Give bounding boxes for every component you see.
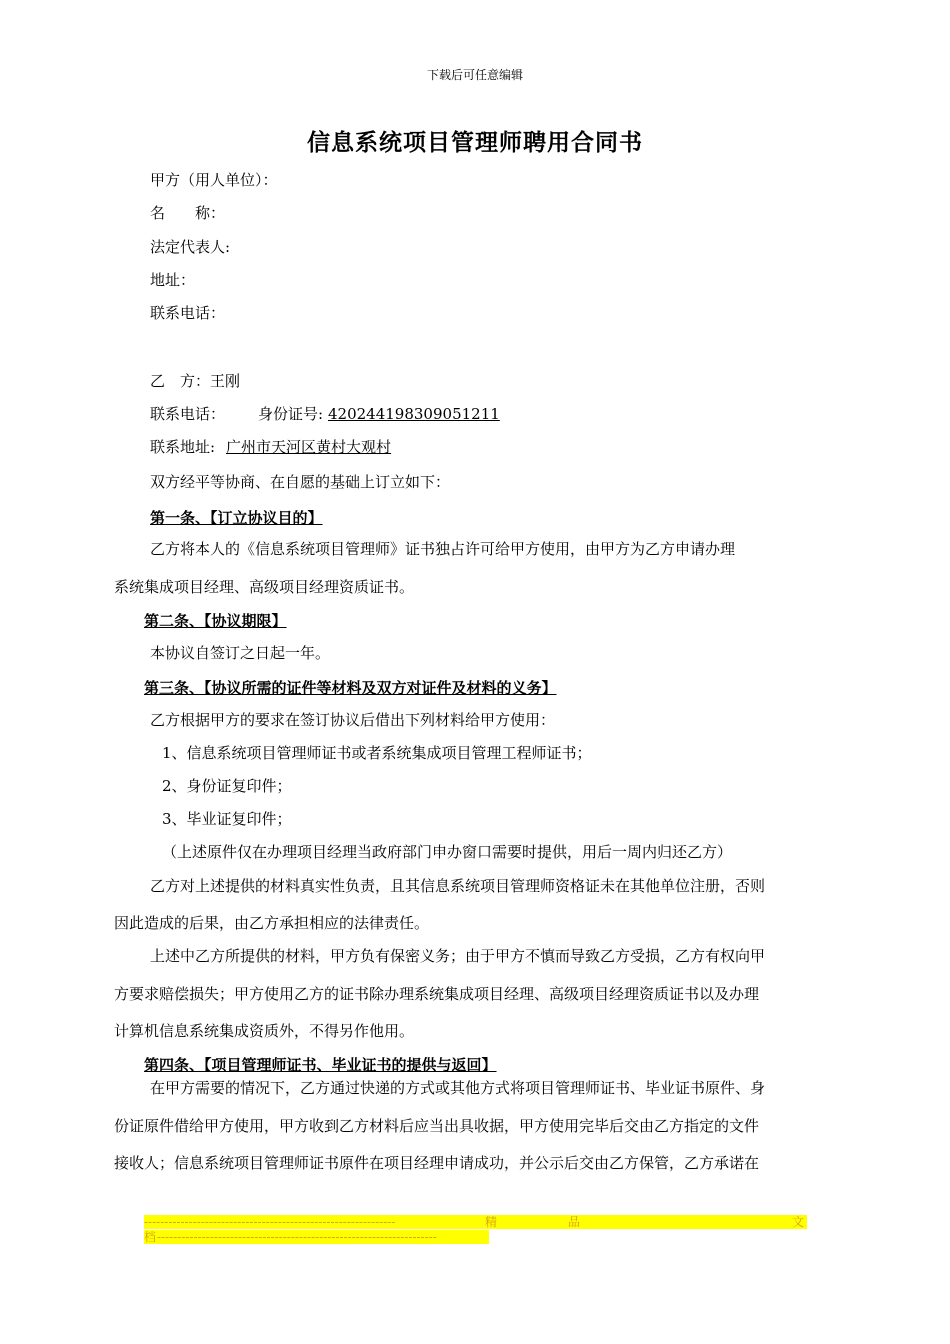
header-note: 下载后可任意编辑: [426, 68, 523, 82]
article3-paragraph3-line2: 方要求赔偿损失；甲方使用乙方的证书除办理系统集成项目经理、高级项目经理资质证书以及办理: [114, 985, 760, 1003]
article3-item3: 3、毕业证复印件；: [162, 810, 292, 828]
footer-watermark-bar: [144, 1215, 807, 1229]
article3-paragraph1: 乙方根据甲方的要求在签订协议后借出下列材料给甲方使用：: [150, 711, 556, 729]
footer-word-1: 精: [485, 1215, 498, 1229]
article4-paragraph-line2: 份证原件借给甲方使用，甲方收到乙方材料后应当出具收据，甲方使用完毕后交由乙方指定的文件: [114, 1117, 760, 1135]
party-b-id-value: 420244198309051211: [328, 405, 500, 423]
footer-dashes-1: --------------------------------------------------------------: [144, 1215, 396, 1229]
party-a-phone-label: 联系电话：: [150, 304, 226, 322]
article2-heading: 第二条、【协议期限】: [144, 612, 287, 630]
party-a-name-label: 名 称：: [150, 204, 226, 222]
party-a-heading: 甲方（用人单位）：: [150, 171, 278, 189]
party-b-address-value: 广州市天河区黄村大观村: [226, 438, 392, 456]
party-b-id-label: 身份证号:: [258, 405, 324, 423]
article3-heading: 第三条、【协议所需的证件等材料及双方对证件及材料的义务】: [144, 679, 557, 697]
footer-word-2: 品: [568, 1215, 581, 1229]
article3-note: （上述原件仅在办理项目经理当政府部门申办窗口需要时提供，用后一周内归还乙方）: [162, 843, 733, 861]
article3-paragraph2-line1: 乙方对上述提供的材料真实性负责，且其信息系统项目管理师资格证未在其他单位注册，否则: [150, 877, 766, 895]
article3-paragraph2-line2: 因此造成的后果，由乙方承担相应的法律责任。: [114, 914, 430, 932]
article3-item2: 2、身份证复印件；: [162, 777, 292, 795]
article3-paragraph3-line3: 计算机信息系统集成资质外，不得另作他用。: [114, 1022, 415, 1040]
intro-text: 双方经平等协商、在自愿的基础上订立如下：: [150, 473, 451, 491]
party-b-address-label: 联系地址:: [150, 438, 216, 456]
document-title: 信息系统项目管理师聘用合同书: [307, 129, 643, 156]
article1-heading: 第一条、【订立协议目的】: [150, 509, 323, 527]
article2-paragraph: 本协议自签订之日起一年。: [150, 644, 331, 662]
article1-paragraph-line2: 系统集成项目经理、高级项目经理资质证书。: [114, 578, 415, 596]
article4-heading: 第四条、【项目管理师证书、毕业证书的提供与返回】: [144, 1056, 497, 1074]
footer-dashes-2: ---------------------------------------------------------------------: [157, 1230, 437, 1244]
footer-word-4: 档: [144, 1230, 157, 1244]
article3-item1: 1、信息系统项目管理师证书或者系统集成项目管理工程师证书；: [162, 744, 592, 762]
article4-paragraph-line1: 在甲方需要的情况下，乙方通过快递的方式或其他方式将项目管理师证书、毕业证书原件、身: [150, 1079, 766, 1097]
party-a-rep-label: 法定代表人:: [150, 238, 231, 256]
party-b-label: 乙 方：王刚: [150, 372, 241, 390]
party-a-address-label: 地址：: [150, 271, 196, 289]
article4-paragraph-line3: 接收人；信息系统项目管理师证书原件在项目经理申请成功，并公示后交由乙方保管，乙方承诺在: [114, 1154, 760, 1172]
footer-word-3: 文: [792, 1215, 805, 1229]
article3-paragraph3-line1: 上述中乙方所提供的材料，甲方负有保密义务；由于甲方不慎而导致乙方受损，乙方有权向甲: [150, 947, 766, 965]
footer-watermark-bar-2: [144, 1230, 489, 1244]
article1-paragraph-line1: 乙方将本人的《信息系统项目管理师》证书独占许可给甲方使用，由甲方为乙方申请办理: [150, 540, 736, 558]
party-b-phone-label: 联系电话：: [150, 405, 226, 423]
